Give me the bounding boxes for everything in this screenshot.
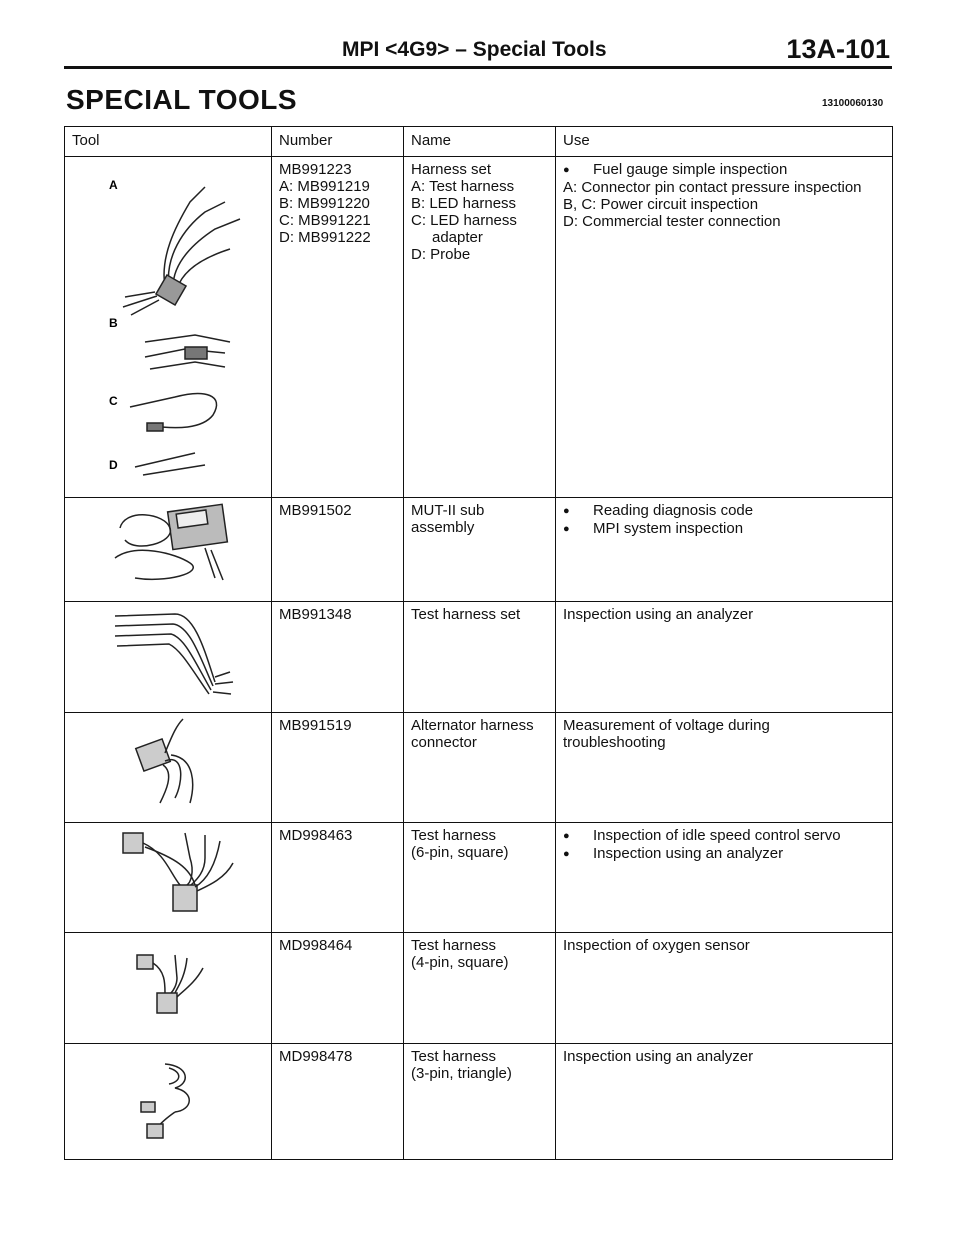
name-line: A: Test harness: [411, 178, 515, 195]
number-line: C: MB991221: [279, 212, 371, 229]
test-harness-a-drawing: [123, 187, 240, 315]
name-line: (4-pin, square): [411, 953, 509, 971]
name-line: B: LED harness: [411, 195, 517, 212]
name-cell: [404, 712, 556, 822]
header-rule: [64, 66, 892, 69]
section-code: 13100060130: [822, 98, 884, 109]
section-title: SPECIAL TOOLS: [66, 84, 298, 115]
number-line: MD998464: [279, 936, 353, 954]
tool-letter-c: C: [109, 394, 118, 408]
mut-ii-sub-assembly-illustration: [65, 498, 272, 593]
tool-illustration-cell: [65, 822, 272, 932]
name-line: connector: [411, 733, 477, 751]
number-line: MD998463: [279, 826, 353, 844]
name-cell: [404, 932, 556, 1043]
number-cell: [272, 712, 404, 822]
name-line: Harness set: [411, 161, 492, 178]
header-number: Number: [272, 127, 404, 157]
number-cell: [272, 822, 404, 932]
use-bullet: ● Fuel gauge simple inspection: [563, 161, 885, 179]
name-cell: [404, 1043, 556, 1159]
alternator-harness-connector-illustration: [65, 713, 272, 814]
name-line: MUT-II sub: [411, 502, 485, 520]
use-cell: [556, 932, 893, 1043]
table-row: [65, 602, 893, 712]
name-line: (3-pin, triangle): [411, 1064, 512, 1082]
name-line: Test harness: [411, 826, 497, 844]
name-line: D: Probe: [411, 246, 471, 263]
header-tool: Tool: [65, 127, 272, 157]
use-line: Measurement of voltage during: [563, 716, 770, 734]
use-cell: [556, 498, 893, 602]
use-line: Inspection using an analyzer: [563, 606, 754, 624]
use-line: A: Connector pin contact pressure inspection: [563, 179, 862, 196]
use-line: B, C: Power circuit inspection: [563, 196, 759, 213]
table-row: [65, 1043, 893, 1159]
tool-letter-d: D: [109, 458, 118, 472]
use-cell: [556, 157, 893, 498]
tool-illustration-cell: [65, 602, 272, 712]
test-harness-6pin-illustration: [65, 823, 272, 924]
tool-illustration-cell: [65, 498, 272, 602]
number-cell: [272, 1043, 404, 1159]
table-header-row: [65, 127, 893, 157]
use-line: D: Commercial tester connection: [563, 213, 781, 230]
use-cell: [556, 602, 893, 712]
table-row: [65, 157, 893, 498]
led-harness-b-drawing: [145, 335, 230, 369]
number-cell: [272, 932, 404, 1043]
tool-illustration-cell: [65, 932, 272, 1043]
name-cell: [404, 157, 556, 498]
tool-letter-b: B: [109, 316, 118, 330]
header-title: MPI <4G9> – Special Tools: [342, 38, 607, 61]
tool-illustration-cell: [65, 157, 272, 498]
use-bullet: ● Inspection using an analyzer: [563, 845, 885, 863]
name-line: Test harness: [411, 936, 497, 954]
name-cell: [404, 498, 556, 602]
harness-set-illustration: [65, 157, 272, 489]
name-line: C: LED harness: [411, 212, 517, 229]
use-bullet: ● MPI system inspection: [563, 520, 885, 538]
number-line: B: MB991220: [279, 195, 370, 212]
use-line: Inspection of oxygen sensor: [563, 936, 750, 954]
name-line: Alternator harness: [411, 716, 534, 734]
name-line: Test harness: [411, 1047, 497, 1065]
table-row: [65, 822, 893, 932]
use-cell: [556, 822, 893, 932]
use-bullet: ● Reading diagnosis code: [563, 502, 885, 520]
use-cell: [556, 712, 893, 822]
special-tools-table: [64, 126, 893, 1160]
tool-illustration-cell: [65, 712, 272, 822]
name-line: adapter: [432, 229, 483, 246]
header-name: Name: [404, 127, 556, 157]
number-line: MB991223: [279, 161, 352, 178]
use-line: troubleshooting: [563, 733, 666, 751]
header-use: Use: [556, 127, 893, 157]
name-cell: [404, 822, 556, 932]
number-line: MB991519: [279, 716, 352, 734]
use-line: Inspection using an analyzer: [563, 1047, 754, 1065]
number-line: MB991348: [279, 606, 352, 624]
name-line: assembly: [411, 519, 475, 537]
use-bullet: ● Inspection of idle speed control servo: [563, 827, 885, 845]
probe-d-drawing: [135, 453, 205, 475]
name-line: (6-pin, square): [411, 843, 509, 861]
table-row: [65, 498, 893, 602]
tool-letter-a: A: [109, 178, 118, 192]
number-line: D: MB991222: [279, 229, 371, 246]
number-line: A: MB991219: [279, 178, 370, 195]
number-line: MB991502: [279, 502, 352, 520]
name-cell: [404, 602, 556, 712]
page-header: [64, 34, 890, 68]
test-harness-4pin-illustration: [65, 933, 272, 1035]
page-number: 13A-101: [786, 34, 890, 64]
name-line: Test harness set: [411, 606, 521, 624]
table-row: [65, 712, 893, 822]
number-line: MD998478: [279, 1047, 353, 1065]
number-cell: [272, 498, 404, 602]
tool-illustration-cell: [65, 1043, 272, 1159]
use-cell: [556, 1043, 893, 1159]
led-harness-adapter-c-drawing: [130, 394, 217, 431]
test-harness-set-illustration: [65, 602, 272, 703]
table-row: [65, 932, 893, 1043]
test-harness-3pin-illustration: [65, 1044, 272, 1151]
number-cell: [272, 602, 404, 712]
number-cell: [272, 157, 404, 498]
